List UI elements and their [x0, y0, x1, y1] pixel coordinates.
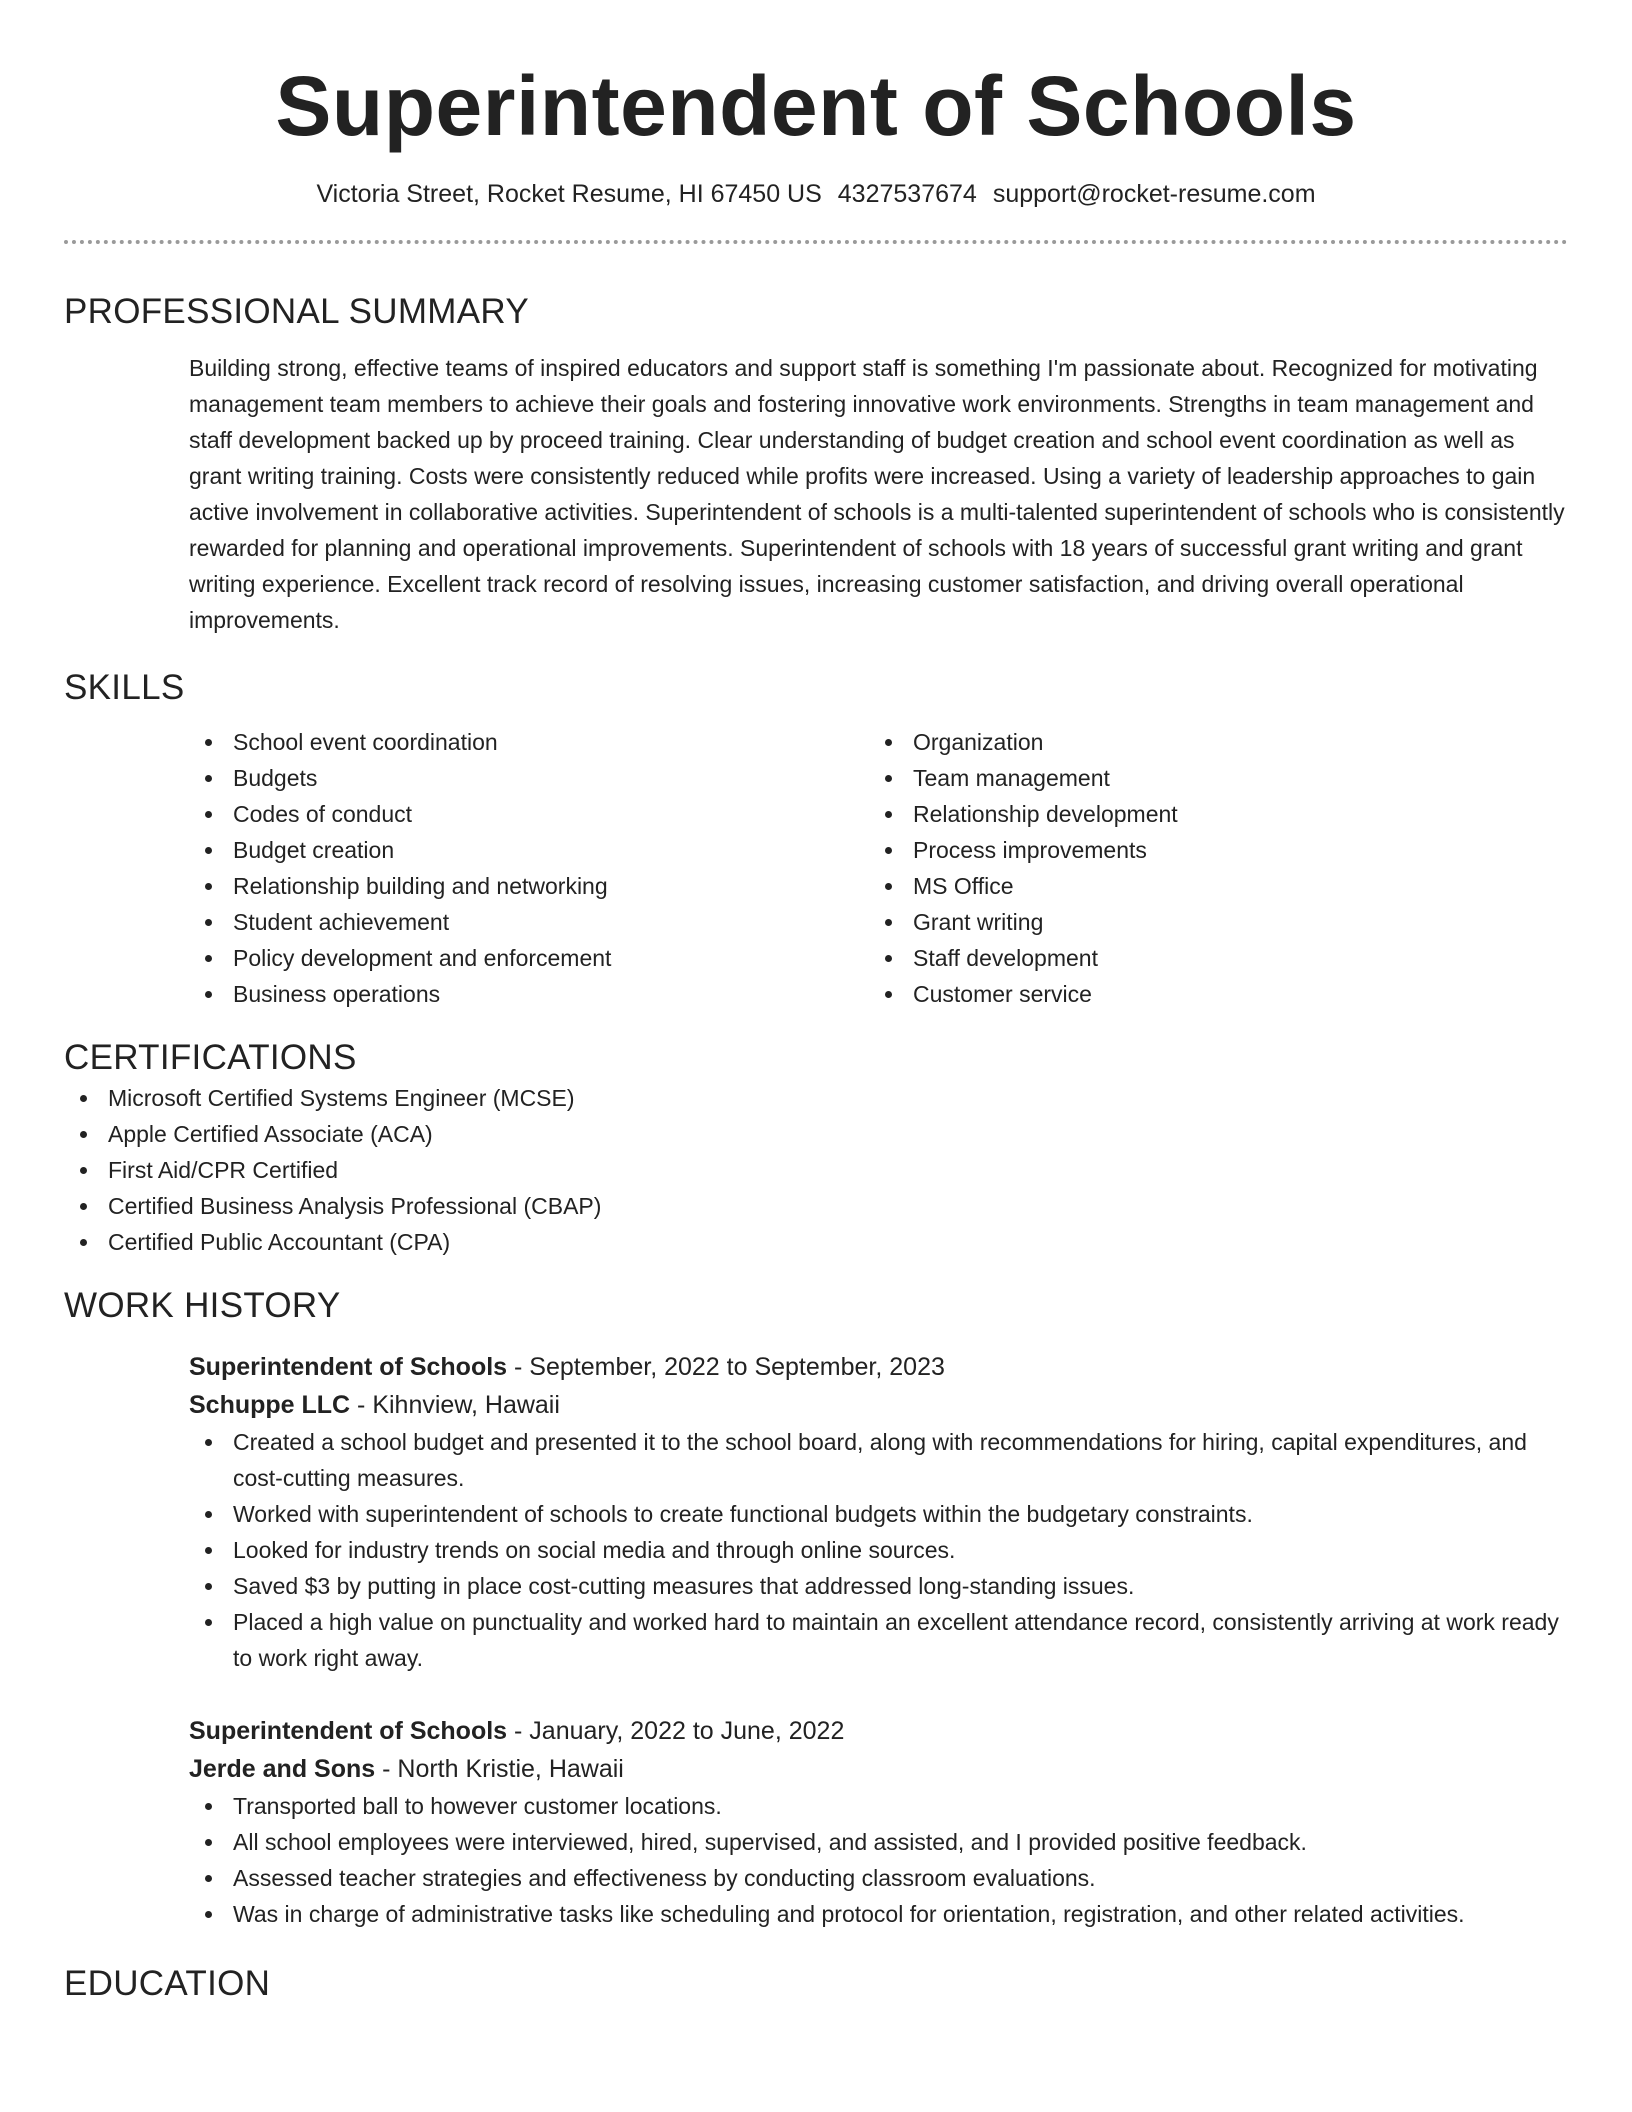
- contact-phone: 4327537674: [837, 180, 977, 208]
- skill-item: Staff development: [869, 940, 1549, 976]
- job-duties-list: [189, 1788, 1568, 1932]
- job-duty-item: Looked for industry trends on social media and through online sources.: [189, 1532, 1568, 1568]
- skill-item: Budget creation: [189, 832, 869, 868]
- job-role: Superintendent of Schools: [189, 1717, 508, 1745]
- job-entry: [189, 1348, 1568, 1676]
- skill-item: MS Office: [869, 868, 1549, 904]
- skill-item: Policy development and enforcement: [189, 940, 869, 976]
- work-history-heading: WORK HISTORY: [64, 1286, 341, 1325]
- skill-item: Business operations: [189, 976, 869, 1012]
- summary-heading: PROFESSIONAL SUMMARY: [64, 292, 529, 331]
- skill-item: Relationship development: [869, 796, 1549, 832]
- certification-item: Certified Business Analysis Professional (CBAP): [64, 1188, 1568, 1224]
- job-duty-item: Saved $3 by putting in place cost-cutting measures that addressed long-standing issues.: [189, 1568, 1568, 1604]
- job-company-line: [189, 1750, 1568, 1788]
- skill-item: Grant writing: [869, 904, 1549, 940]
- skill-item: Organization: [869, 724, 1549, 760]
- skill-item: Student achievement: [189, 904, 869, 940]
- certification-item: Certified Public Accountant (CPA): [64, 1224, 1568, 1260]
- summary-text: Building strong, effective teams of inspired educators and support staff is something I'm passionate about. Recognized for motivating management team members to achieve their goals and fostering innovative work environments. Strengths in team management and staff development backed up by proceed training. Clear understanding of budget creation and school event coordination as well as grant writing training. Costs were consistently reduced while profits were increased. Using a variety of leadership approaches to gain active involvement in collaborative activities. Superintendent of schools is a multi-talented superintendent of schools who is consistently rewarded for planning and operational improvements. Superintendent of schools with 18 years of successful grant writing and grant writing experience. Excellent track record of resolving issues, increasing customer satisfaction, and driving overall operational improvements.: [189, 355, 1565, 633]
- job-duty-item: Placed a high value on punctuality and worked hard to maintain an excellent attendance record, consistently arriving at work ready to work right away.: [189, 1604, 1568, 1676]
- job-company: Jerde and Sons: [189, 1755, 376, 1783]
- skill-item: Codes of conduct: [189, 796, 869, 832]
- contact-line: [64, 178, 1568, 210]
- certification-item: First Aid/CPR Certified: [64, 1152, 1568, 1188]
- job-duty-item: All school employees were interviewed, hired, supervised, and assisted, and I provided positive feedback.: [189, 1824, 1568, 1860]
- skills-heading: SKILLS: [64, 668, 185, 707]
- education-heading: EDUCATION: [64, 1964, 271, 2003]
- skills-column-left: [189, 724, 869, 1012]
- job-duty-item: Created a school budget and presented it to the school board, along with recommendations for hiring, capital expenditures, and cost-cutting measures.: [189, 1424, 1568, 1496]
- skills-column-right: [869, 724, 1549, 1012]
- skill-item: Team management: [869, 760, 1549, 796]
- skill-item: Relationship building and networking: [189, 868, 869, 904]
- job-dates: - January, 2022 to June, 2022: [507, 1717, 845, 1745]
- certification-item: Microsoft Certified Systems Engineer (MCSE): [64, 1080, 1568, 1116]
- skill-item: Customer service: [869, 976, 1549, 1012]
- skills-list-right: [869, 724, 1549, 1012]
- job-dates: - September, 2022 to September, 2023: [507, 1353, 945, 1381]
- job-role: Superintendent of Schools: [189, 1353, 508, 1381]
- resume-page: [64, 0, 1568, 2006]
- job-company-line: [189, 1386, 1568, 1424]
- job-duty-item: Was in charge of administrative tasks like scheduling and protocol for orientation, registration, and other related activities.: [189, 1896, 1568, 1932]
- job-entry: [189, 1712, 1568, 1932]
- header-divider: [64, 240, 1568, 244]
- job-duty-item: Transported ball to however customer locations.: [189, 1788, 1568, 1824]
- certifications-heading: CERTIFICATIONS: [64, 1038, 357, 1077]
- job-duty-item: Assessed teacher strategies and effectiveness by conducting classroom evaluations.: [189, 1860, 1568, 1896]
- job-company: Schuppe LLC: [189, 1391, 351, 1419]
- skills-columns: [189, 724, 1568, 1012]
- job-title-line: [189, 1348, 1568, 1386]
- job-duties-list: [189, 1424, 1568, 1676]
- skills-list-left: [189, 724, 869, 1012]
- contact-address: Victoria Street, Rocket Resume, HI 67450 US: [316, 180, 822, 208]
- contact-email: support@rocket-resume.com: [992, 180, 1316, 208]
- certifications-list: [64, 1080, 1568, 1260]
- skill-item: School event coordination: [189, 724, 869, 760]
- job-title-line: [189, 1712, 1568, 1750]
- job-location: - North Kristie, Hawaii: [375, 1755, 624, 1783]
- resume-name: Superintendent of Schools: [275, 59, 1357, 153]
- job-duty-item: Worked with superintendent of schools to create functional budgets within the budgetary constraints.: [189, 1496, 1568, 1532]
- certification-item: Apple Certified Associate (ACA): [64, 1116, 1568, 1152]
- job-location: - Kihnview, Hawaii: [350, 1391, 560, 1419]
- skill-item: Process improvements: [869, 832, 1549, 868]
- skill-item: Budgets: [189, 760, 869, 796]
